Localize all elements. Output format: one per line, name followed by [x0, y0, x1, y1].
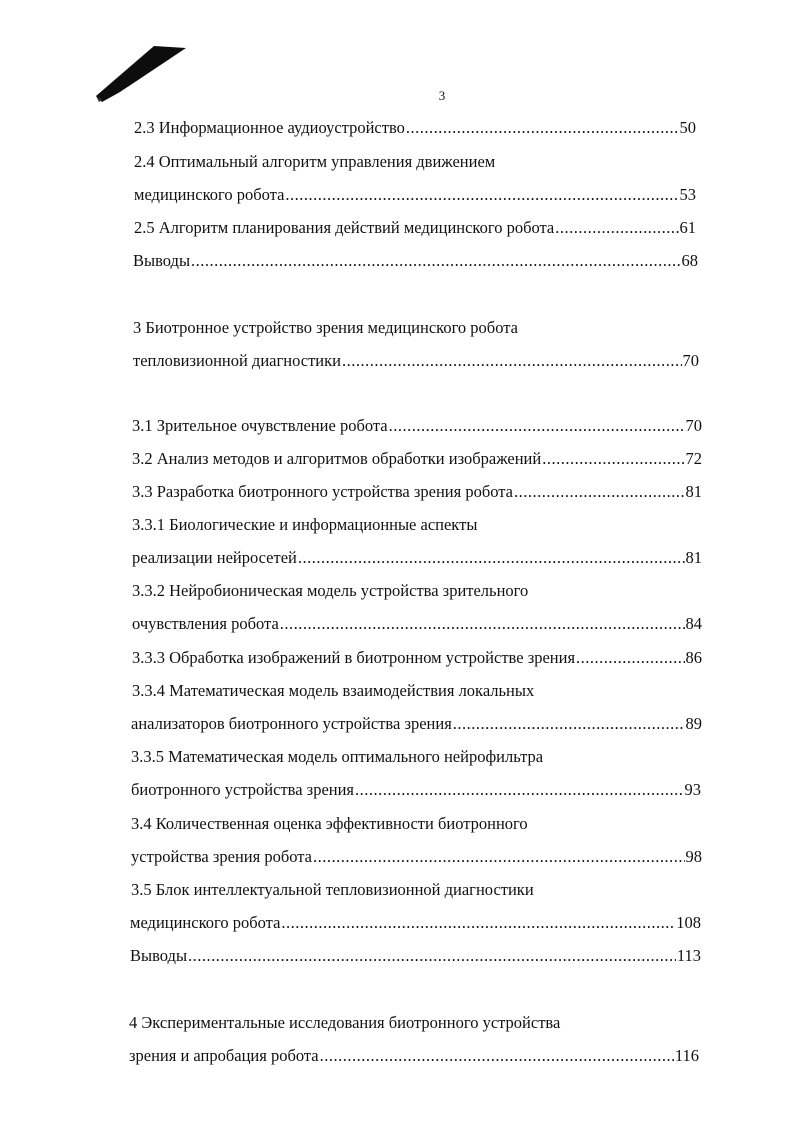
toc-entry — [129, 1013, 560, 1033]
toc-entry — [132, 482, 702, 502]
toc-page-number: 116 — [674, 1046, 699, 1065]
toc-entry — [132, 581, 528, 601]
toc-leader-dots — [313, 847, 684, 867]
toc-entry-title: зрения и апробация робота — [129, 1046, 319, 1065]
toc-leader-dots — [389, 416, 685, 436]
toc-entry — [132, 648, 702, 668]
toc-entry-title: 3.5 Блок интеллектуальной тепловизионной диагностики — [131, 880, 534, 899]
toc-leader-dots — [191, 251, 680, 271]
toc-entry-title: 3.3.1 Биологические и информационные аспекты — [132, 515, 478, 534]
toc-entry — [134, 185, 696, 205]
toc-entry — [130, 913, 701, 933]
toc-leader-dots — [342, 351, 682, 371]
toc-entry — [132, 449, 702, 469]
toc-entry-title: 3.3.4 Математическая модель взаимодействия локальных — [132, 681, 535, 700]
toc-page-number: 70 — [682, 351, 699, 370]
toc-entry-title: 3.1 Зрительное очувствление робота — [132, 416, 388, 435]
toc-entry-title: реализации нейросетей — [132, 548, 297, 567]
toc-entry — [133, 251, 698, 271]
toc-entry — [133, 351, 699, 371]
toc-entry — [134, 118, 696, 138]
toc-leader-dots — [555, 218, 678, 238]
toc-page-number: 53 — [679, 185, 696, 204]
toc-entry — [131, 780, 701, 800]
toc-entry — [131, 747, 543, 767]
toc-entry-title: медицинского робота — [130, 913, 281, 932]
toc-entry — [132, 416, 702, 436]
toc-page-number: 84 — [685, 614, 702, 633]
toc-leader-dots — [285, 185, 678, 205]
toc-entry — [134, 152, 495, 172]
toc-page-number: 81 — [685, 548, 702, 567]
toc-entry-title: анализаторов биотронного устройства зрения — [131, 714, 452, 733]
toc-entry-title: 3.3.2 Нейробионическая модель устройства зрительного — [132, 581, 529, 600]
toc-page-number: 86 — [685, 648, 702, 667]
toc-entry-title: Выводы — [133, 251, 191, 270]
toc-leader-dots — [280, 614, 685, 634]
toc-entry-title: медицинского робота — [134, 185, 285, 204]
toc-entry — [132, 515, 477, 535]
toc-leader-dots — [281, 913, 675, 933]
toc-leader-dots — [453, 714, 685, 734]
toc-leader-dots — [320, 1046, 674, 1066]
toc-entry-title: Выводы — [130, 946, 188, 965]
toc-page-number: 93 — [684, 780, 701, 799]
toc-entry-title: 3.3.3 Обработка изображений в биотронном устройстве зрения — [132, 648, 576, 667]
toc-entry-title: 2.5 Алгоритм планирования действий медицинского робота — [134, 218, 555, 237]
toc-leader-dots — [406, 118, 679, 138]
toc-entry — [130, 946, 701, 966]
toc-page-number: 72 — [685, 449, 702, 468]
toc-entry — [132, 681, 534, 701]
toc-entry — [131, 847, 702, 867]
toc-entry — [134, 218, 696, 238]
toc-entry-title: очувствления робота — [132, 614, 279, 633]
toc-entry-title: 3 Биотронное устройство зрения медицинского робота — [133, 318, 518, 337]
toc-page-number: 70 — [685, 416, 702, 435]
toc-leader-dots — [576, 648, 684, 668]
toc-entry-title: устройства зрения робота — [131, 847, 313, 866]
toc-entry-title: тепловизионной диагностики — [133, 351, 341, 370]
toc-page-number: 89 — [685, 714, 702, 733]
toc-page-number: 50 — [679, 118, 696, 137]
toc-entry-title: 4 Экспериментальные исследования биотронного устройства — [129, 1013, 561, 1032]
toc-entry-title: биотронного устройства зрения — [131, 780, 355, 799]
toc-entry — [131, 814, 528, 834]
toc-leader-dots — [514, 482, 684, 502]
toc-entry — [132, 548, 702, 568]
toc-entry — [132, 614, 702, 634]
toc-entry — [129, 1046, 699, 1066]
toc-leader-dots — [542, 449, 684, 469]
toc-leader-dots — [188, 946, 676, 966]
toc-page-number: 98 — [685, 847, 702, 866]
toc-entry-title: 3.4 Количественная оценка эффективности биотронного — [131, 814, 528, 833]
toc-entry-title: 3.3.5 Математическая модель оптимального нейрофильтра — [131, 747, 544, 766]
toc-leader-dots — [355, 780, 683, 800]
toc-page-number: 68 — [681, 251, 698, 270]
toc-entry-title: 3.2 Анализ методов и алгоритмов обработки изображений — [132, 449, 542, 468]
toc-entry — [131, 880, 534, 900]
toc-page-number: 108 — [676, 913, 701, 932]
toc-page-number: 61 — [679, 218, 696, 237]
toc-entry-title: 2.4 Оптимальный алгоритм управления движением — [134, 152, 496, 171]
toc-entry — [131, 714, 702, 734]
toc-page-number: 81 — [685, 482, 702, 501]
toc-page-number: 113 — [676, 946, 701, 965]
toc-entry — [133, 318, 518, 338]
toc-entry-title: 2.3 Информационное аудиоустройство — [134, 118, 405, 137]
page-number: 3 — [438, 88, 446, 103]
toc-entry-title: 3.3 Разработка биотронного устройства зрения робота — [132, 482, 514, 501]
toc-leader-dots — [298, 548, 685, 568]
